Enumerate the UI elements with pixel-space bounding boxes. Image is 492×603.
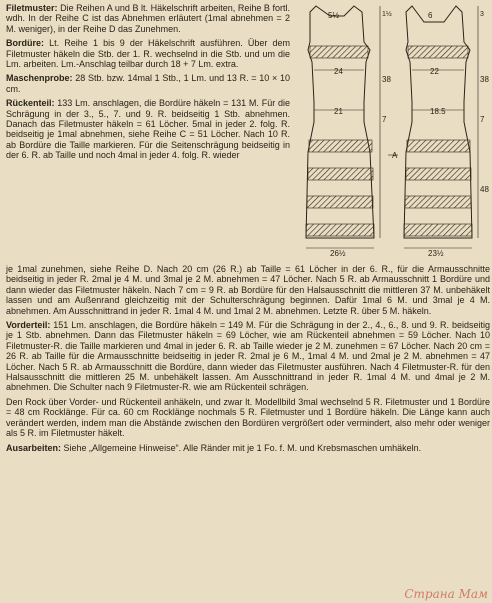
paragraph-ausarbeiten [6,443,490,453]
label-back-7: 7 [382,115,387,124]
text-maschenprobe: 28 Stb. bzw. 14mal 1 Stb., 1 Lm. und 13 R. = 10 × 10 cm. [6,73,290,94]
paragraph-filetmuster [6,3,290,34]
pattern-diagram [292,2,490,264]
label-front-23-5: 23½ [428,249,444,258]
label-front-18-5: 18.5 [430,107,446,116]
label-back-24: 24 [334,67,343,76]
heading-vorderteil: Vorderteil: [6,320,51,331]
label-back-38: 38 [382,75,391,84]
heading-ausarbeiten: Ausarbeiten: [6,442,62,453]
label-front-7: 7 [480,115,485,124]
label-back-h1: 1½ [382,11,392,18]
heading-maschenprobe: Maschenprobe: [6,73,73,84]
label-front-22: 22 [430,67,439,76]
label-front-48: 48 [480,185,489,194]
paragraph-maschenprobe [6,73,290,94]
back-piece [306,6,392,258]
label-front-top: 6 [428,11,433,20]
label-front-38: 38 [480,75,489,84]
heading-bordure: Bordüre: [6,38,44,49]
heading-rueckenteil: Rückenteil: [6,98,55,109]
text-vorderteil: 151 Lm. anschlagen, die Bordüre häkeln = 149 M. Für die Schrägung in der 2., 4., 6., 8. und 9. R. beidseitig je 1 Stb. abnehmen. Dann das Filetmuster häkeln = 69 Löcher, wie am Rückenteil abnehmen = 59 Löcher. Nach 10 Filetmuster-R. die Taille markieren und 4mal in jeder 6. R. ab Taille wieder je 2 M. zunehmen = 67 Löcher. Nach 20 cm = 26 R. ab Taille für die Armausschnitte beidseitig in jeder R. 2mal je 6 M., 1mal 4 M. und 2mal je 2 M. abnehmen = 47 Löcher. Nach 5 R. ab Armausschnitt die Bordüre, dann wieder das Filetmuster ausführen. Nach 4 Filetmuster-R. für den Halsausschnitt die mittleren 25 M. unbehäkelt lassen. Am Ausschnittrand in jeder R. 1mal 4 M. und 4mal je 2 M. abnehmen. Die Schulter nach 9 Filetmuster-R. wie am Rückenteil schrägen. [6,320,490,393]
label-back-26-5: 26½ [330,249,346,258]
paragraph-vorderteil [6,320,490,393]
label-back-21: 21 [334,107,343,116]
paragraph-bordure [6,38,290,69]
text-bordure: Lt. Reihe 1 bis 9 der Häkelschrift ausführen. Über dem Filetmuster häkeln die Stb. der 1. R. wechselnd in die Stb. und um die Lm. arbeiten. Lm.-Anschlag teilbar durch 18 + 7 Lm. extra. [6,38,290,70]
text-ausarbeiten: Siehe „Allgemeine Hinweise“. Alle Ränder mit je 1 Fo. f. M. und Krebsmaschen umhäkeln. [61,442,422,453]
text-rueckenteil: 133 Lm. anschlagen, die Bordüre häkeln = 131 M. Für die Schrägung in der 3., 5., 7. und 9. R. beidseitig 1 Stb. abnehmen. Danach das Filetmuster häkeln = 61 Löcher. 5mal in jeder 2. folg. R. beidseitig je 1mal abnehmen, siehe Reihe C = 51 Löcher. Nach 10 R. ab Bordüre die Taille markieren. Für die Seitenschrägung beidseitig in der 6. R. ab Taille und noch 4mal in jeder 4. folg. R. wieder [6,98,290,161]
text-column-left [6,3,290,165]
label-back-top: 5½ [328,11,340,20]
heading-filetmuster: Filetmuster: [6,3,58,13]
watermark: Страна Мам [404,587,488,601]
paragraph-rueckenteil-cont: je 1mal zunehmen, siehe Reihe D. Nach 20 cm (26 R.) ab Taille = 61 Löcher in der 6. R., für die Armausschnitte beidseitig in jeder R. 2mal je 4 M. und 3mal je 2 M. abnehmen = 47 Löcher. Nach 5 R. ab Armausschnitt 1 Bordüre und dann wieder das Filetmuster häkeln. Nach 7 cm = 9 R. ab Bordüre für den Halsausschnitt die mittleren 37 M. unbehäkelt lassen und am Außenrand gleichzeitig mit der Schulterschrägung beginnen. Dafür 1mal 6 M. und 3mal je 4 M. abnehmen. Am Ausschnittrand in jeder R. 1mal 4 M. und 1mal 2 M. abnehmen. Letzte R. über 5 M. häkeln. [6,264,490,316]
label-front-h1: 3 [480,11,484,18]
marker-a: A [392,151,398,160]
paragraph-rueckenteil [6,98,290,160]
text-column-full [6,264,490,457]
front-piece [404,6,489,258]
text-filetmuster: Die Reihen A und B lt. Häkelschrift arbeiten, Reihe B fortl. wdh. In der Reihe C ist das Abnehmen erläutert (1mal abnehmen = 2 M. weniger), in der Reihe D das Zunehmen. [6,3,290,34]
paragraph-rock: Den Rock über Vorder- und Rückenteil anhäkeln, und zwar lt. Modellbild 3mal wechselnd 5 R. Filetmuster und 1 Bordüre = 48 cm Rocklänge. Für ca. 60 cm Rocklänge nochmals 5 R. Filetmuster und 1 Bordüre häkeln. Die Länge kann auch verändert werden, indem man die Abstände zwischen den Bordüren vergrößert oder vermindert, also mehr oder weniger als 5 R. im Filetmuster häkelt. [6,396,490,439]
